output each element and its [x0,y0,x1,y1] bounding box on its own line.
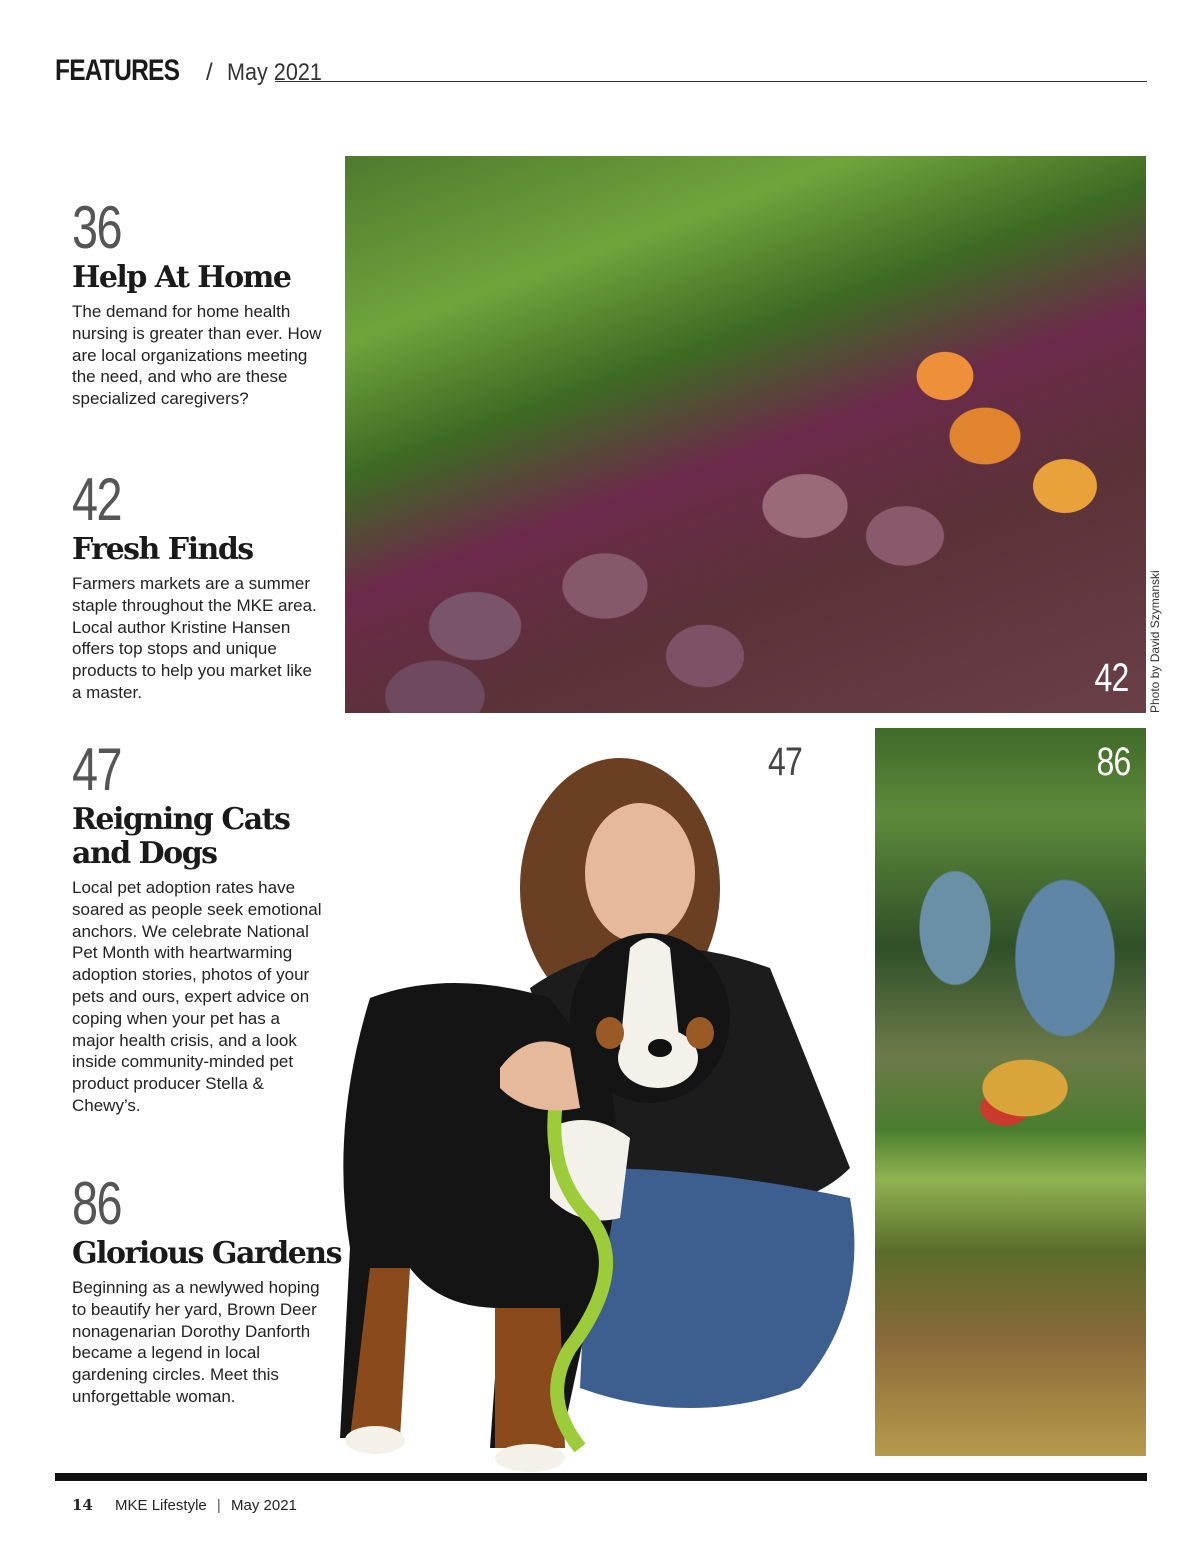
photo-page-label: 47 [768,740,802,784]
garden-photo[interactable] [875,728,1146,1456]
photo-page-label: 42 [1094,656,1128,700]
feature-item[interactable] [72,466,322,704]
feature-item[interactable] [72,194,322,410]
header-rule [275,81,1147,82]
header-slash: / [206,59,213,86]
page-number: 14 [72,1496,93,1514]
publication-name: MKE Lifestyle [115,1497,207,1514]
beets-photo[interactable] [345,156,1146,713]
feature-page-number: 47 [72,736,121,803]
dog-illustration [330,748,870,1473]
feature-item[interactable] [72,1170,342,1408]
footer-separator: | [216,1497,221,1514]
feature-title: Help At Home [72,260,291,295]
page-footer [72,1496,297,1514]
photo-page-label: 86 [1096,740,1130,784]
photo-credit: Photo by David Szymanski [1148,570,1162,713]
footer-issue-date: May 2021 [231,1497,297,1514]
feature-description: The demand for home health nursing is greater than ever. How are local organizations meeting the need, and who are these specialized caregivers? [72,302,322,409]
feature-description: Farmers markets are a summer staple throughout the MKE area. Local author Kristine Hansen offers top stops and unique products to help you market like a master. [72,574,317,702]
feature-item[interactable] [72,736,322,1117]
feature-title: Reigning Cats and Dogs [72,802,290,871]
feature-description: Beginning as a newlywed hoping to beautify her yard, Brown Deer nonagenarian Dorothy Danforth became a legend in local gardening circles. Meet this unforgettable woman. [72,1278,320,1406]
feature-title: Fresh Finds [72,532,253,567]
header-issue-date: May 2021 [227,59,322,86]
footer-rule [55,1473,1147,1481]
feature-title: Glorious Gardens [72,1236,342,1271]
section-title: FEATURES [55,54,180,87]
feature-page-number: 86 [72,1170,121,1237]
feature-page-number: 42 [72,466,121,533]
woman-hugging-dog-photo[interactable] [330,748,870,1473]
page-header [55,54,1147,94]
feature-description: Local pet adoption rates have soared as people seek emotional anchors. We celebrate National Pet Month with heartwarming adoption stories, photos of your pets and ours, expert advice on coping when your pet has a major health crisis, and a look inside community-minded pet product producer Stella & Chewy’s. [72,878,322,1115]
feature-page-number: 36 [72,194,121,261]
